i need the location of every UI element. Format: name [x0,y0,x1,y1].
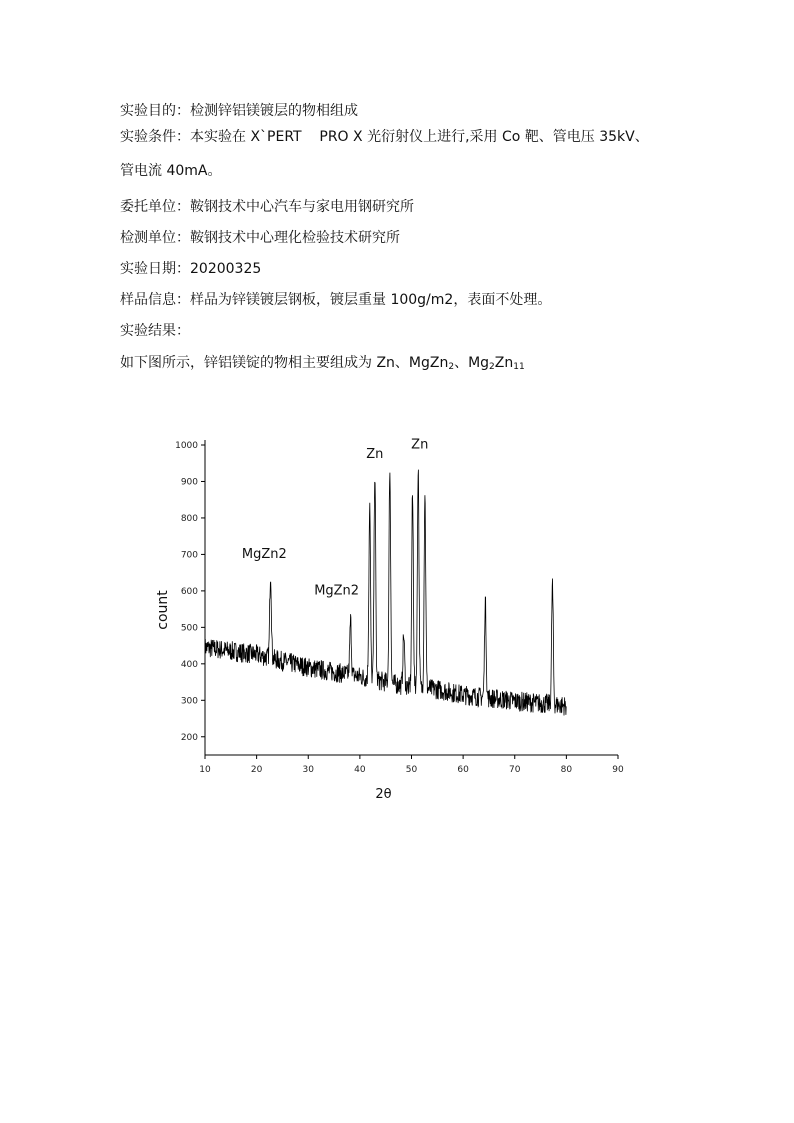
x-tick-label: 80 [560,765,573,775]
x-tick-label: 50 [405,765,418,775]
y-tick-label: 600 [180,586,198,597]
results-label: 实验结果： [120,323,190,339]
y-tick-label: 800 [180,513,198,524]
y-tick-label: 700 [180,550,198,561]
tester-line [120,229,400,247]
x-tick-label: 70 [509,765,521,775]
conditions-line-2 [120,162,221,180]
purpose-value: 检测锌铝镁镀层的物相组成 [190,103,358,119]
y-tick-label: 200 [180,732,198,743]
x-tick-label: 90 [612,765,624,775]
y-tick-label: 900 [180,477,198,488]
peak-annotation: Zn [411,437,429,453]
peak-annotation: Zn [366,446,384,462]
xrd-chart [140,430,640,810]
y-tick-label: 400 [180,659,198,670]
sample-value: 样品为锌镁镀层钢板，镀层重量 100g/m2，表面不处理。 [190,292,552,308]
x-tick-label: 20 [250,765,263,775]
client-value: 鞍钢技术中心汽车与家电用钢研究所 [190,199,414,215]
results-intro-line [120,354,525,372]
purpose-line [120,102,358,120]
xrd-trace [205,470,566,716]
client-line [120,198,414,216]
x-tick-label: 30 [302,765,314,775]
x-tick-label: 10 [199,765,211,775]
tester-value: 鞍钢技术中心理化检验技术研究所 [190,230,400,246]
tester-label: 检测单位： [120,230,190,246]
sample-label: 样品信息： [120,292,190,308]
x-axis-title: 2θ [375,787,392,802]
peak-annotation: MgZn2 [241,547,287,563]
peak-annotation: MgZn2 [314,583,360,599]
sample-line [120,291,551,309]
chart-axes [175,437,624,775]
results-sep: 、Mg [454,355,490,371]
chart-series [205,465,566,716]
results-sub-2: 2 [489,362,495,372]
x-tick-label: 60 [457,765,469,775]
results-intro: 如下图所示，锌铝镁锭的物相主要组成为 Zn、MgZn [120,355,449,371]
conditions-value: 本实验在 X`PERT PRO X 光衍射仪上进行,采用 Co 靶、管电压 35kV、 [190,129,649,145]
date-label: 实验日期： [120,261,190,277]
y-tick-label: 300 [180,696,198,707]
chart-labels [155,438,428,802]
conditions-value-2: 管电流 40mA。 [120,163,222,179]
x-tick-label: 40 [354,765,366,775]
date-line [120,260,261,278]
conditions-label: 实验条件： [120,129,190,145]
results-sub-3: 11 [513,362,525,372]
date-value: 20200325 [190,261,262,277]
conditions-line [120,128,649,146]
purpose-label: 实验目的： [120,103,190,119]
results-line [120,322,190,340]
results-sub-1: 2 [448,362,455,372]
client-label: 委托单位： [120,199,190,215]
y-tick-label: 1000 [175,441,198,451]
y-tick-label: 500 [180,623,198,634]
y-axis-title: count [155,590,171,630]
results-zn: Zn [494,355,514,371]
